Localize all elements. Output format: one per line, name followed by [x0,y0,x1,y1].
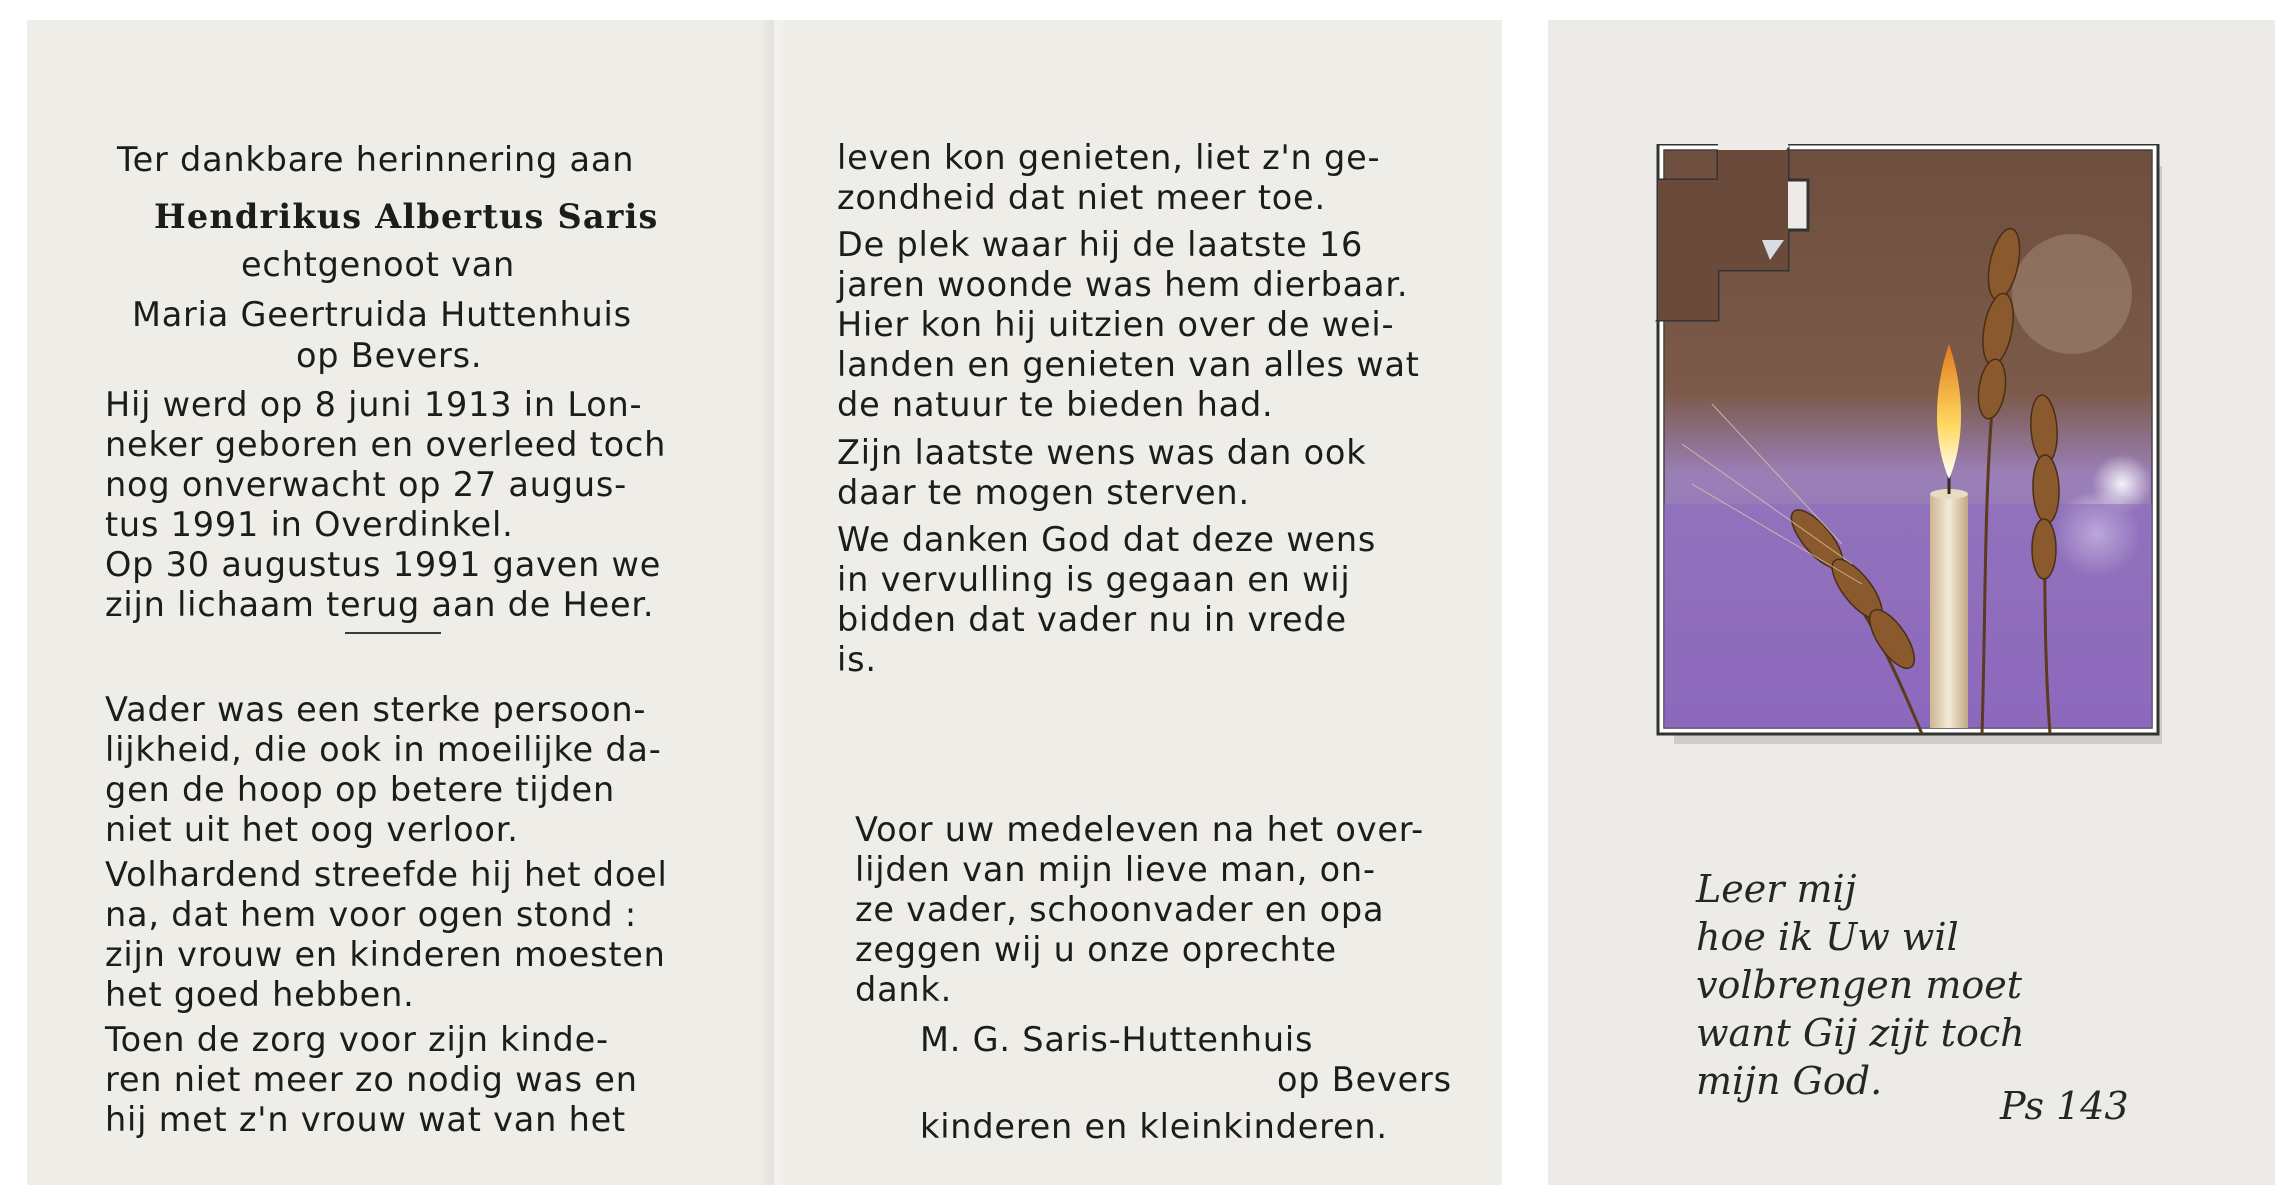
body-line: De plek waar hij de laatste 16 [837,225,1364,264]
body-line: Toen de zorg voor zijn kinde- [105,1020,609,1059]
body-line: daar te mogen sterven. [837,473,1250,512]
body-line: landen en genieten van alles wat [837,345,1420,384]
body-line: leven kon genieten, liet z'n ge- [837,138,1381,177]
body-line: Op 30 augustus 1991 gaven we [105,545,662,584]
body-line: tus 1991 in Overdinkel. [105,505,514,544]
thanks-line: zeggen wij u onze oprechte [855,930,1337,969]
spouse-name-suffix: op Bevers. [296,336,483,375]
body-line: zondheid dat niet meer toe. [837,178,1326,217]
poem-line: volbrengen moet [1696,963,2022,1007]
memorial-card-inside [27,20,1502,1185]
psalm-reference: Ps 143 [2000,1084,2129,1128]
body-line: niet uit het oog verloor. [105,810,519,849]
body-line: na, dat hem voor ogen stond : [105,895,637,934]
signature-family: kinderen en kleinkinderen. [920,1107,1388,1146]
body-line: zijn lichaam terug aan de Heer. [105,585,655,624]
spouse-name: Maria Geertruida Huttenhuis [132,295,632,334]
body-line: lijkheid, die ook in moeilijke da- [105,730,662,769]
body-line: bidden dat vader nu in vrede [837,600,1347,639]
section-divider [345,632,441,634]
body-line: gen de hoop op betere tijden [105,770,615,809]
signature-suffix: op Bevers [1277,1060,1452,1099]
body-line: jaren woonde was hem dierbaar. [837,265,1409,304]
deceased-name: Hendrikus Albertus Saris [154,197,659,236]
thanks-line: lijden van mijn lieve man, on- [855,850,1376,889]
poem-line: Leer mij [1696,867,1857,911]
poem-line: mijn God. [1696,1059,1883,1103]
body-line: zijn vrouw en kinderen moesten [105,935,666,974]
thanks-line: Voor uw medeleven na het over- [855,810,1425,849]
body-line: Hier kon hij uitzien over de wei- [837,305,1395,344]
body-line: Zijn laatste wens was dan ook [837,433,1367,472]
body-line: het goed hebben. [105,975,415,1014]
body-line: de natuur te bieden had. [837,385,1274,424]
body-line: We danken God dat deze wens [837,520,1377,559]
body-line: nog onverwacht op 27 augus- [105,465,628,504]
cross-candle-wheat-illustration [1652,144,2162,744]
thanks-line: dank. [855,970,953,1009]
signature-name: M. G. Saris-Huttenhuis [920,1020,1314,1059]
dedication-line: Ter dankbare herinnering aan [117,140,635,179]
body-line: Vader was een sterke persoon- [105,690,647,729]
spouse-intro: echtgenoot van [241,245,516,284]
body-line: ren niet meer zo nodig was en [105,1060,638,1099]
thanks-line: ze vader, schoonvader en opa [855,890,1385,929]
body-line: hij met z'n vrouw wat van het [105,1100,626,1139]
body-line: is. [837,640,877,679]
poem-line: hoe ik Uw wil [1696,915,1959,959]
body-line: neker geboren en overleed toch [105,425,667,464]
body-line: Volhardend streefde hij het doel [105,855,668,894]
memorial-card-front [1548,20,2275,1185]
card-fold [760,20,788,1185]
body-line: in vervulling is gegaan en wij [837,560,1351,599]
poem-line: want Gij zijt toch [1696,1011,2025,1055]
body-line: Hij werd op 8 juni 1913 in Lon- [105,385,643,424]
